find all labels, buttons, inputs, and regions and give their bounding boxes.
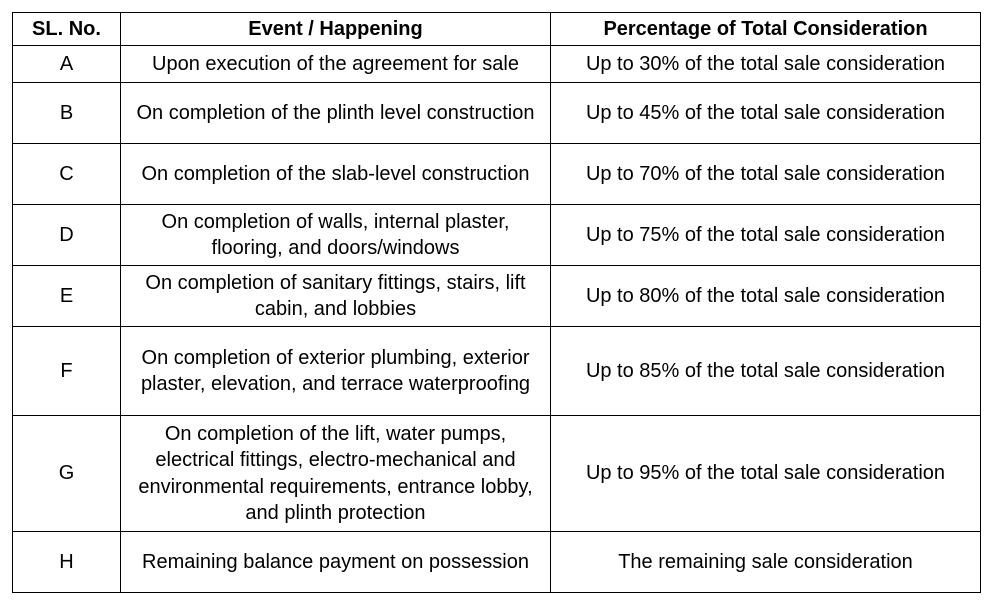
row-sl-cell: F [13,327,121,416]
row-percentage-cell: Up to 85% of the total sale consideration [551,327,981,416]
payment-schedule-table [12,12,981,593]
row-percentage-cell: Up to 95% of the total sale consideration [551,416,981,532]
row-percentage-cell: Up to 45% of the total sale consideration [551,83,981,144]
table-row [13,327,981,416]
table-row [13,416,981,532]
row-event-cell: On completion of the plinth level construction [121,83,551,144]
row-sl-cell: A [13,46,121,83]
header-percentage: Percentage of Total Consideration [551,13,981,46]
row-percentage-cell: Up to 80% of the total sale consideration [551,266,981,327]
payment-schedule-table-wrapper [12,12,981,593]
row-percentage-cell: Up to 75% of the total sale consideration [551,205,981,266]
table-row [13,83,981,144]
row-event-cell: On completion of exterior plumbing, exterior plaster, elevation, and terrace waterproofing [121,327,551,416]
row-sl-cell: H [13,532,121,593]
row-sl-cell: G [13,416,121,532]
row-event-cell: On completion of the slab-level construction [121,144,551,205]
row-sl-cell: B [13,83,121,144]
table-header-row [13,13,981,46]
row-event-cell: On completion of walls, internal plaster, flooring, and doors/windows [121,205,551,266]
header-event: Event / Happening [121,13,551,46]
table-row [13,266,981,327]
row-sl-cell: C [13,144,121,205]
row-sl-cell: D [13,205,121,266]
row-percentage-cell: Up to 30% of the total sale consideration [551,46,981,83]
row-percentage-cell: Up to 70% of the total sale consideration [551,144,981,205]
row-event-cell: Upon execution of the agreement for sale [121,46,551,83]
table-row [13,205,981,266]
table-row [13,532,981,593]
row-percentage-cell: The remaining sale consideration [551,532,981,593]
row-event-cell: On completion of the lift, water pumps, electrical fittings, electro-mechanical and environmental requirements, entrance lobby, and plinth protection [121,416,551,532]
header-sl-no: SL. No. [13,13,121,46]
table-row [13,46,981,83]
row-event-cell: Remaining balance payment on possession [121,532,551,593]
row-event-cell: On completion of sanitary fittings, stairs, lift cabin, and lobbies [121,266,551,327]
table-row [13,144,981,205]
row-sl-cell: E [13,266,121,327]
